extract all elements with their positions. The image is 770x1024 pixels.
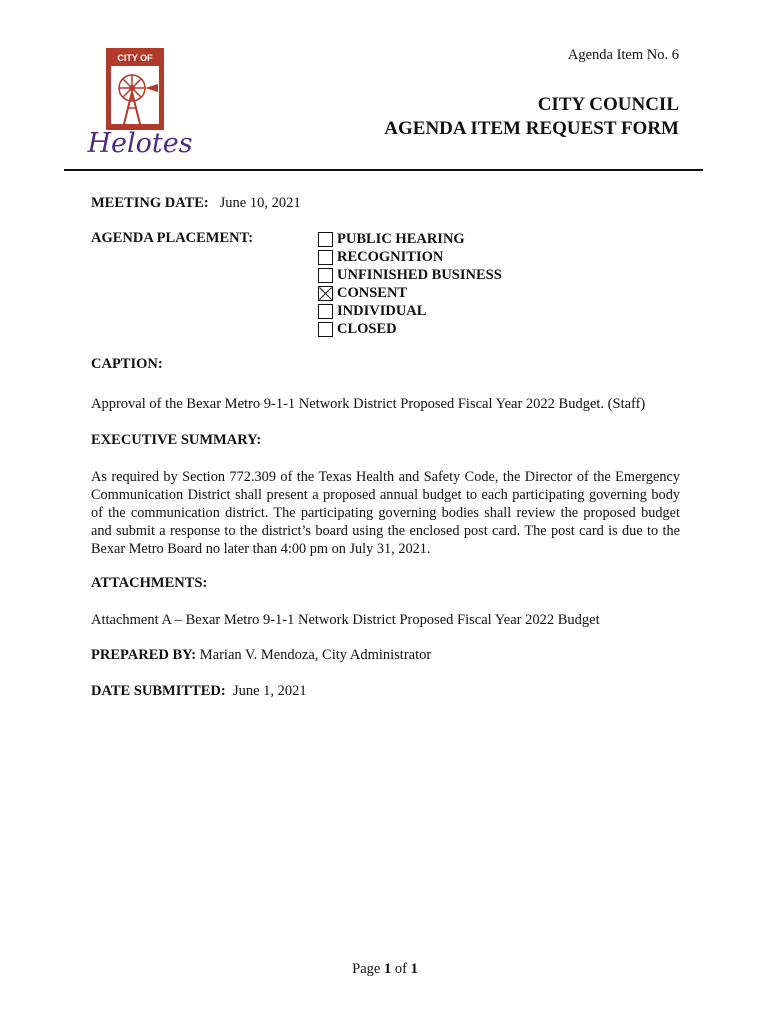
checkbox-checked[interactable] xyxy=(318,286,333,301)
option-public-hearing[interactable] xyxy=(318,230,502,248)
option-label: UNFINISHED BUSINESS xyxy=(337,266,502,283)
title-line-1: CITY COUNCIL xyxy=(537,94,679,115)
date-submitted-row xyxy=(91,683,307,700)
option-label: CLOSED xyxy=(337,320,397,337)
page-total: 1 xyxy=(410,961,418,977)
option-label: PUBLIC HEARING xyxy=(337,230,465,247)
option-label: CONSENT xyxy=(337,284,408,301)
checkbox-unchecked[interactable] xyxy=(318,322,333,337)
checkbox-unchecked[interactable] xyxy=(318,250,333,265)
checkbox-unchecked[interactable] xyxy=(318,268,333,283)
prepared-by-value: Marian V. Mendoza, City Administrator xyxy=(199,647,432,663)
meeting-date-row xyxy=(91,195,301,212)
logo-name: Helotes xyxy=(87,128,193,159)
checkbox-unchecked[interactable] xyxy=(318,304,333,319)
page-prefix: Page xyxy=(352,961,381,977)
prepared-by-row xyxy=(91,647,431,664)
executive-summary-heading: EXECUTIVE SUMMARY: xyxy=(91,432,262,448)
prepared-by-label: PREPARED BY: xyxy=(91,647,197,663)
executive-summary-text: As required by Section 772.309 of the Texas Health and Safety Code, the Director of the Emergency Communication District shall present a proposed annual budget to each participating governing body of the communication district. The participating governing bodies shall review the proposed budget and submit a response to the district’s board using the enclosed post card. The post card is due to the Bexar Metro Board no later than 4:00 pm on July 31, 2021. xyxy=(91,469,680,557)
option-consent[interactable] xyxy=(318,284,502,302)
meeting-date-value: June 10, 2021 xyxy=(219,195,301,211)
agenda-placement-label: AGENDA PLACEMENT: xyxy=(91,230,254,246)
page-of: of xyxy=(394,961,407,977)
city-logo xyxy=(87,46,193,159)
date-submitted-label: DATE SUBMITTED: xyxy=(91,683,226,699)
option-label: INDIVIDUAL xyxy=(337,302,427,319)
title-line-2: AGENDA ITEM REQUEST FORM xyxy=(384,118,679,139)
option-unfinished-business[interactable] xyxy=(318,266,502,284)
option-individual[interactable] xyxy=(318,302,502,320)
caption-text: Approval of the Bexar Metro 9-1-1 Network District Proposed Fiscal Year 2022 Budget. (Staff) xyxy=(91,396,646,412)
agenda-item-number: Agenda Item No. 6 xyxy=(567,47,679,63)
caption-heading: CAPTION: xyxy=(91,356,163,372)
attachment-item: Attachment A – Bexar Metro 9-1-1 Network District Proposed Fiscal Year 2022 Budget xyxy=(91,612,600,628)
date-submitted-value: June 1, 2021 xyxy=(232,683,307,699)
attachments-heading: ATTACHMENTS: xyxy=(91,575,208,591)
page-current: 1 xyxy=(383,961,392,977)
option-closed[interactable] xyxy=(318,320,502,338)
logo-top-text: CITY OF xyxy=(117,53,153,63)
agenda-placement-options xyxy=(318,230,502,338)
checkbox-unchecked[interactable] xyxy=(318,232,333,247)
meeting-date-label: MEETING DATE: xyxy=(91,195,209,211)
option-label: RECOGNITION xyxy=(337,248,444,265)
header-divider xyxy=(64,169,703,171)
option-recognition[interactable] xyxy=(318,248,502,266)
page-footer xyxy=(0,961,770,978)
